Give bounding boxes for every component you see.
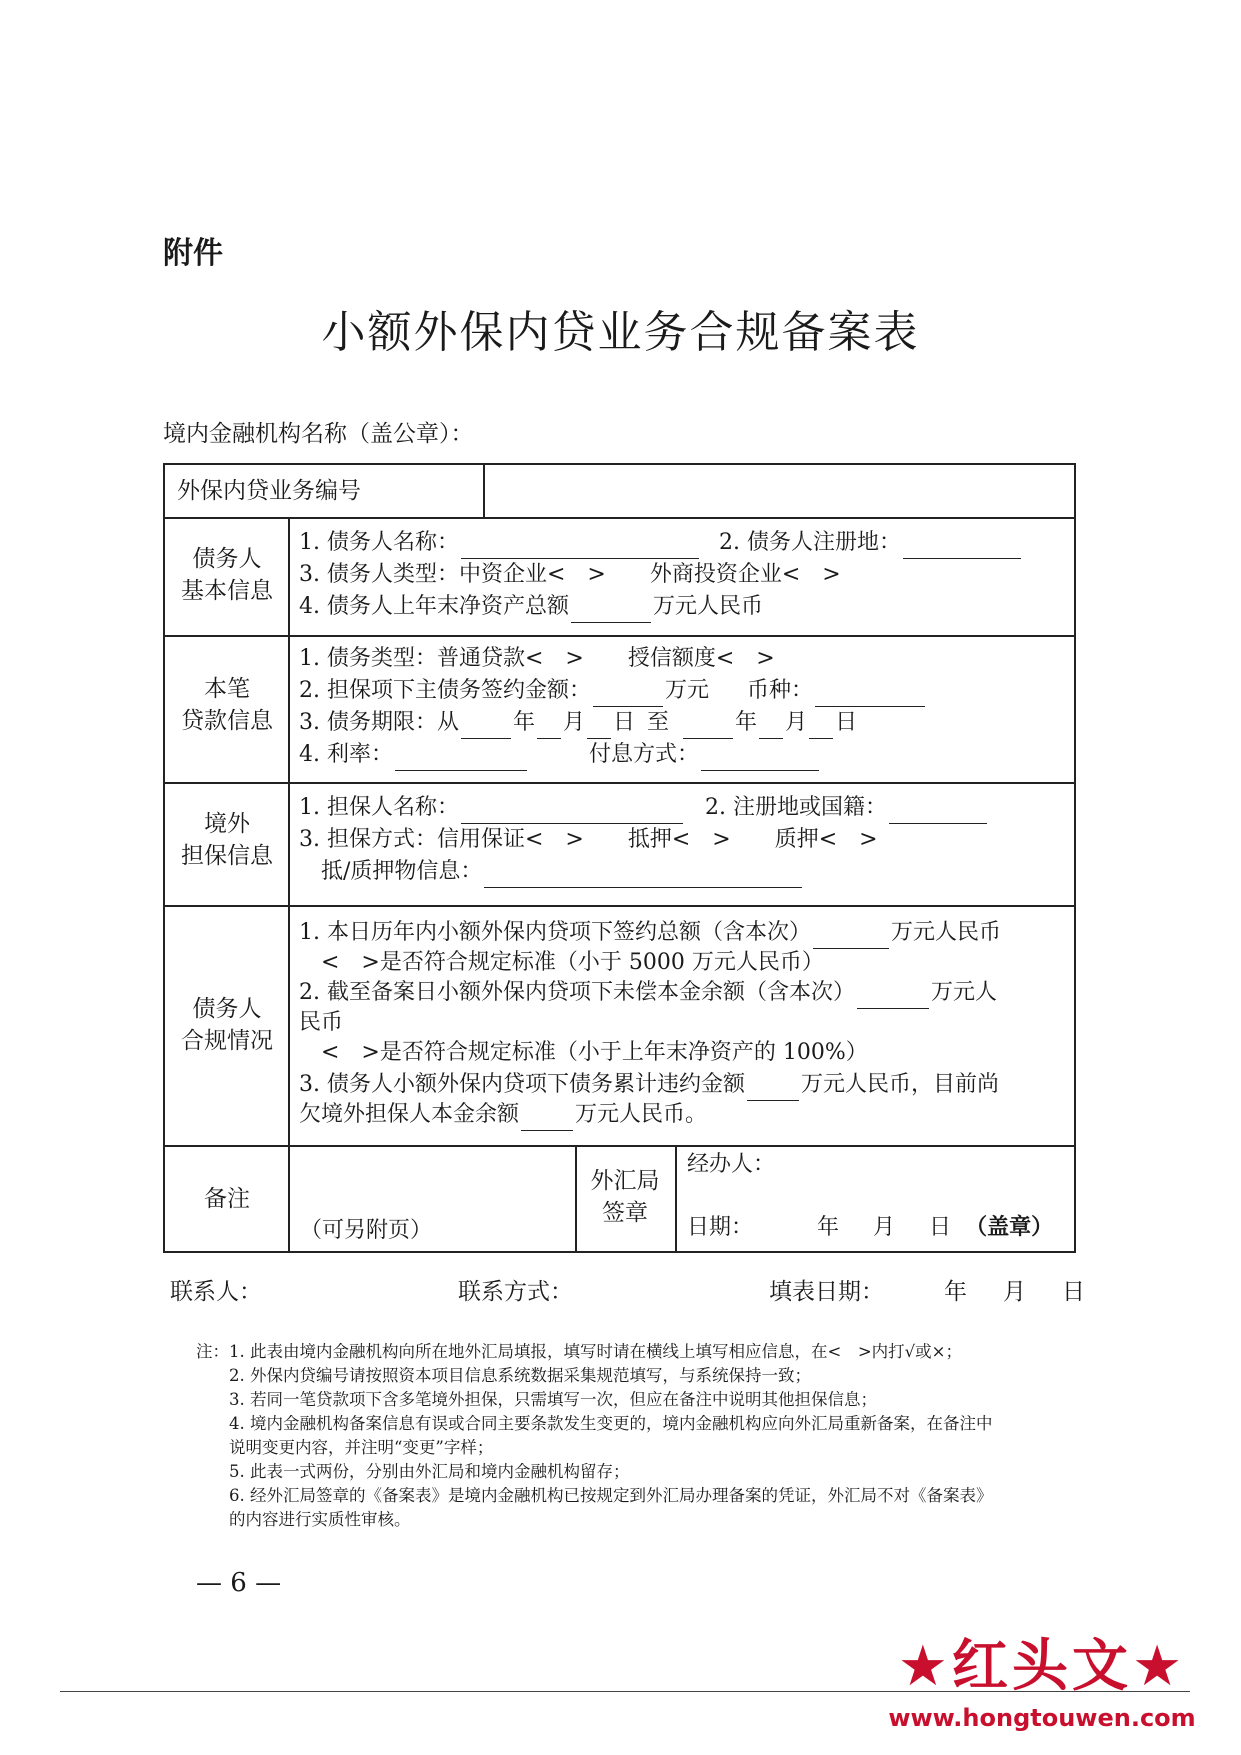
day-text: 日 [613,710,636,735]
contract-amount-label: 2. 担保项下主债务签约金额： [299,678,591,703]
currency-label: 币种： [747,678,814,703]
end-month-field[interactable] [759,714,783,739]
debtor-row3 [299,591,763,623]
note-line: 3. 若同一笔贷款项下含多笔境外担保，只需填写一次，但应在备注中说明其他担保信息； [196,1390,877,1409]
start-day-field[interactable] [587,714,611,739]
compliance-line3 [299,977,997,1009]
col-divider [483,465,485,517]
note-line: 的内容进行实质性审核。 [196,1510,411,1529]
rate-label: 4. 利率： [299,742,393,767]
remarks-field[interactable] [289,1151,575,1219]
default-amount-unit: 万元人民币，目前尚 [801,1072,1000,1097]
business-no-label: 外保内贷业务编号 [177,478,361,504]
guarantee-row3 [321,856,804,888]
loan-row4 [299,739,821,771]
contract-amount-unit: 万元 [664,678,709,703]
note-line: 6. 经外汇局签章的《备案表》是境内金融机构已按规定到外汇局办理备案的凭证，外汇局不对《备案表》 [196,1486,993,1505]
seal-text: （盖章） [965,1214,1054,1240]
day-text: 日 [835,710,858,735]
guarantee-label-1: 境外 [204,811,250,837]
signed-total-field[interactable] [813,924,889,949]
watermark [862,1632,1222,1752]
business-no-field[interactable] [495,471,1065,511]
collateral-field[interactable] [484,863,802,888]
col-divider [288,517,290,1253]
net-assets-unit: 万元人民币 [652,594,763,619]
principal-balance-unit: 万元人民币。 [575,1102,708,1127]
default-amount-field[interactable] [747,1076,799,1101]
net-assets-label: 4. 债务人上年末净资产总额 [299,594,569,619]
signed-total-label: 1. 本日历年内小额外保内贷项下签约总额（含本次） [299,920,811,945]
page-number: — 6 — [196,1568,282,1598]
handler-label: 经办人： [687,1152,776,1177]
net-assets-field[interactable] [571,598,651,623]
safe-seal-label-1: 外汇局 [590,1168,660,1194]
compliance-check-2[interactable]: < >是否符合规定标准（小于上年末净资产的 100%） [321,1040,868,1065]
start-month-field[interactable] [537,714,561,739]
attachment-label: 附件 [163,236,223,271]
guarantee-row1 [299,792,989,824]
day-text: 日 [1062,1279,1085,1305]
debtor-reg-label: 2. 债务人注册地： [718,530,901,555]
notes-block [196,1340,993,1532]
outstanding-unit: 万元人 [931,980,998,1005]
debtor-row1 [299,527,1023,559]
debtor-name-label: 1. 债务人名称： [299,530,459,555]
col-divider [675,1145,677,1253]
guarantee-label-2: 担保信息 [181,843,273,869]
note-line: 注：1. 此表由境内金融机构向所在地外汇局填报，填写时请在横线上填写相应信息，在< >内打√或×； [196,1342,962,1361]
year-text: 年 [817,1215,840,1240]
year-text: 年 [512,710,535,735]
guarantor-reg-field[interactable] [889,799,987,824]
row-divider [165,517,1074,519]
row-divider [165,782,1074,784]
guarantee-type-row[interactable]: 3. 担保方式：信用保证< > 抵押< > 质押< > [299,827,878,852]
watermark-title: ★红头文★ [897,1634,1187,1699]
collateral-label: 抵/质押物信息： [321,859,483,884]
guarantor-name-label: 1. 担保人名称： [299,795,459,820]
remarks-label: 备注 [204,1186,250,1212]
debtor-reg-field[interactable] [903,534,1021,559]
payment-label: 付息方式： [588,742,699,767]
month-text: 月 [563,710,586,735]
default-amount-label: 3. 债务人小额外保内贷项下债务累计违约金额 [299,1072,745,1097]
row-divider [165,905,1074,907]
compliance-label-2: 合规情况 [181,1028,273,1054]
watermark-url: www.hongtouwen.com [888,1704,1196,1732]
seal-date-row [687,1211,1053,1244]
year-text: 年 [735,710,758,735]
month-text: 月 [785,710,808,735]
currency-field[interactable] [815,682,925,707]
row-divider [165,1145,1074,1147]
rate-field[interactable] [395,746,527,771]
term-label: 3. 债务期限：从 [299,710,459,735]
form-title: 小额外保内贷业务合规备案表 [321,307,920,358]
institution-name-line: 境内金融机构名称（盖公章）： [163,421,474,447]
remarks-note: （可另附页） [300,1218,433,1243]
guarantor-name-field[interactable] [461,799,683,824]
day-text: 日 [929,1215,952,1240]
debtor-type-row[interactable]: 3. 债务人类型：中资企业< > 外商投资企业< > [299,562,841,587]
end-year-field[interactable] [683,714,733,739]
safe-seal-label-2: 签章 [602,1200,648,1226]
outstanding-field[interactable] [857,984,929,1009]
loan-type-row[interactable]: 1. 债务类型：普通贷款< > 授信额度< > [299,646,775,671]
compliance-line4: 民币 [299,1010,344,1035]
note-line: 5. 此表一式两份，分别由外汇局和境内金融机构留存； [196,1462,630,1481]
start-year-field[interactable] [461,714,511,739]
compliance-line1 [299,917,1001,949]
guarantor-reg-label: 2. 注册地或国籍： [704,795,887,820]
note-line: 4. 境内金融机构备案信息有误或合同主要条款发生变更的，境内金融机构应向外汇局重新备案，在备注中 [196,1414,993,1433]
date-label: 日期： [687,1215,754,1240]
loan-row2 [299,675,927,707]
to-text: 至 [647,710,670,735]
loan-row3 [299,707,857,739]
compliance-check-1[interactable]: < >是否符合规定标准（小于 5000 万元人民币） [321,950,824,975]
compliance-line6 [299,1069,999,1101]
loan-label-2: 贷款信息 [181,708,273,734]
month-text: 月 [873,1215,896,1240]
note-line: 2. 外保内贷编号请按照资本项目信息系统数据采集规范填写，与系统保持一致； [196,1366,811,1385]
principal-balance-field[interactable] [521,1106,573,1131]
payment-field[interactable] [701,746,819,771]
note-line: 说明变更内容，并注明“变更”字样； [196,1438,494,1457]
row-divider [165,635,1074,637]
year-text: 年 [944,1279,967,1305]
contact-method-label: 联系方式： [458,1279,573,1305]
filing-table [163,463,1076,1253]
compliance-label-1: 债务人 [192,996,262,1022]
principal-balance-label: 欠境外担保人本金余额 [299,1102,520,1127]
signed-total-unit: 万元人民币 [891,920,1002,945]
contact-label: 联系人： [170,1279,262,1305]
fill-date-label: 填表日期： [769,1279,884,1305]
debtor-label-2: 基本信息 [181,578,273,604]
footer-contact-row [170,1273,1085,1306]
end-day-field[interactable] [809,714,833,739]
loan-label-1: 本笔 [204,676,250,702]
compliance-line7 [299,1099,707,1131]
debtor-label-1: 债务人 [192,546,262,572]
contract-amount-field[interactable] [593,682,663,707]
month-text: 月 [1003,1279,1026,1305]
outstanding-label: 2. 截至备案日小额外保内贷项下未偿本金余额（含本次） [299,980,855,1005]
debtor-name-field[interactable] [461,534,699,559]
